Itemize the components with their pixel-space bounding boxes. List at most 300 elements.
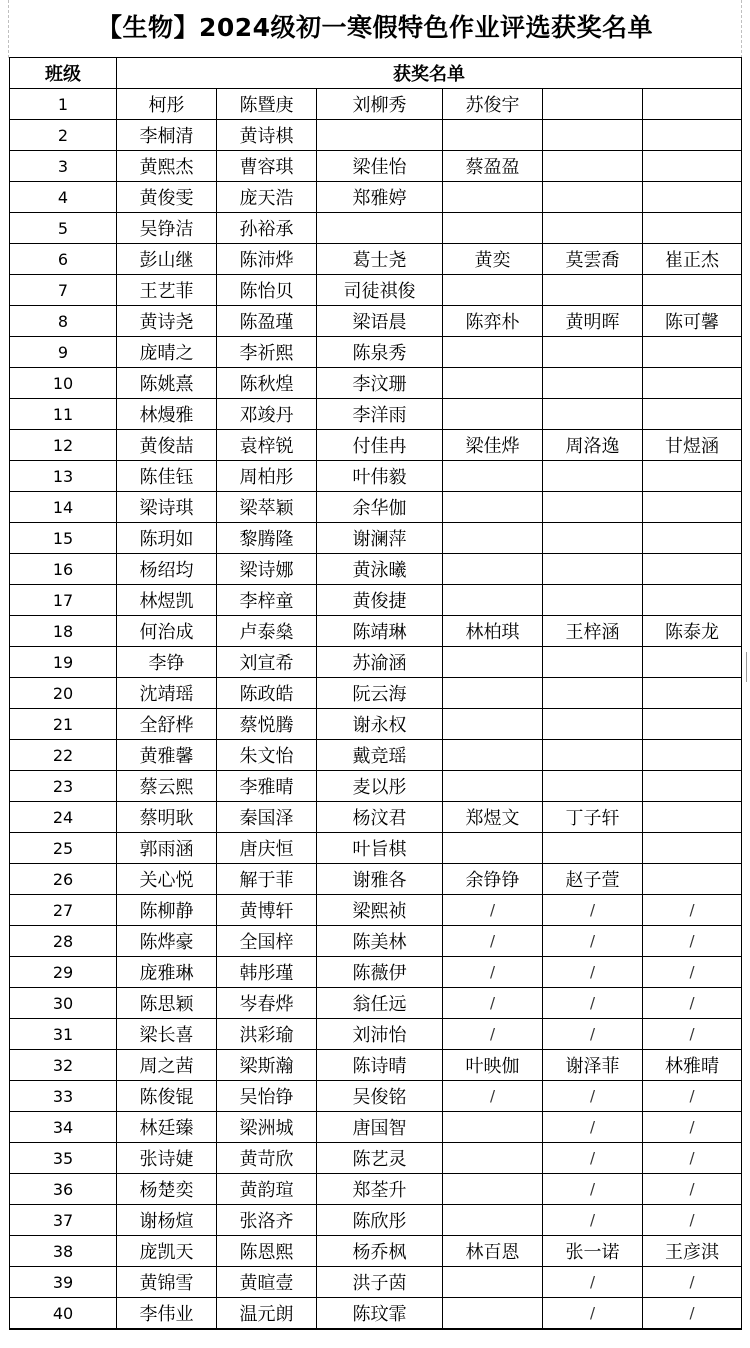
winner-name: 李铮 xyxy=(117,647,217,678)
class-number: 33 xyxy=(10,1081,117,1112)
winner-name: 岑春烨 xyxy=(217,988,317,1019)
table-row xyxy=(10,182,742,213)
table-row xyxy=(10,337,742,368)
winner-name: 郑雅婷 xyxy=(317,182,443,213)
class-number: 22 xyxy=(10,740,117,771)
winner-name: 梁诗琪 xyxy=(117,492,217,523)
winner-name xyxy=(543,492,643,523)
winner-name: 丁子轩 xyxy=(543,802,643,833)
table-row xyxy=(10,678,742,709)
empty-slash-cell: / xyxy=(543,1205,643,1236)
class-number: 2 xyxy=(10,120,117,151)
class-number: 23 xyxy=(10,771,117,802)
winner-name: 郑煜文 xyxy=(443,802,543,833)
winner-name: 李伟业 xyxy=(117,1298,217,1330)
winner-name xyxy=(643,182,742,213)
table-row xyxy=(10,585,742,616)
winner-name: 陈秋煌 xyxy=(217,368,317,399)
table-row xyxy=(10,1081,742,1112)
winner-name: 郭雨涵 xyxy=(117,833,217,864)
class-number: 16 xyxy=(10,554,117,585)
empty-slash-cell: / xyxy=(643,1019,742,1050)
winner-name: 黄俊雯 xyxy=(117,182,217,213)
winner-name: 黄明晖 xyxy=(543,306,643,337)
empty-slash-cell: / xyxy=(643,926,742,957)
class-number: 5 xyxy=(10,213,117,244)
winner-name: 邓竣丹 xyxy=(217,399,317,430)
winner-name xyxy=(543,182,643,213)
winner-name: 刘宣希 xyxy=(217,647,317,678)
winner-name: 谢澜萍 xyxy=(317,523,443,554)
winner-name: 陈姚熹 xyxy=(117,368,217,399)
winner-name: 崔正杰 xyxy=(643,244,742,275)
winner-name: 唐庆恒 xyxy=(217,833,317,864)
winner-name xyxy=(543,461,643,492)
winner-name xyxy=(643,213,742,244)
winner-name: 黄苛欣 xyxy=(217,1143,317,1174)
winner-name xyxy=(443,492,543,523)
winner-name: 蔡盈盈 xyxy=(443,151,543,182)
winner-name: 庞雅琳 xyxy=(117,957,217,988)
winner-name xyxy=(643,523,742,554)
winner-name: 秦国泽 xyxy=(217,802,317,833)
class-number: 10 xyxy=(10,368,117,399)
winner-name xyxy=(543,120,643,151)
winner-name: 陈烨豪 xyxy=(117,926,217,957)
winner-name: 梁语晨 xyxy=(317,306,443,337)
winner-name: 周洛逸 xyxy=(543,430,643,461)
winner-name xyxy=(543,523,643,554)
winner-name: 林廷臻 xyxy=(117,1112,217,1143)
winner-name: 杨汶君 xyxy=(317,802,443,833)
winner-name xyxy=(643,399,742,430)
winner-name: 郑荃升 xyxy=(317,1174,443,1205)
table-row xyxy=(10,275,742,306)
table-row xyxy=(10,926,742,957)
empty-slash-cell: / xyxy=(543,1267,643,1298)
table-row xyxy=(10,1019,742,1050)
winner-name: 翁任远 xyxy=(317,988,443,1019)
winner-name: 谢泽菲 xyxy=(543,1050,643,1081)
winner-name xyxy=(643,89,742,120)
winner-name: 麦以彤 xyxy=(317,771,443,802)
winner-name: 吴铮洁 xyxy=(117,213,217,244)
winner-name xyxy=(643,337,742,368)
winner-name: 蔡云熙 xyxy=(117,771,217,802)
winner-name: 杨乔枫 xyxy=(317,1236,443,1267)
winner-name: 梁萃颖 xyxy=(217,492,317,523)
table-row xyxy=(10,740,742,771)
winner-name xyxy=(543,89,643,120)
class-number: 4 xyxy=(10,182,117,213)
winner-name xyxy=(643,802,742,833)
empty-slash-cell: / xyxy=(643,957,742,988)
winner-name: 林雅晴 xyxy=(643,1050,742,1081)
winner-name: 余铮铮 xyxy=(443,864,543,895)
winner-name: 陈诗晴 xyxy=(317,1050,443,1081)
winner-name: 杨楚奕 xyxy=(117,1174,217,1205)
names-header: 获奖名单 xyxy=(117,58,742,89)
winner-name: 何治成 xyxy=(117,616,217,647)
winner-name xyxy=(543,771,643,802)
winner-name: 林熳雅 xyxy=(117,399,217,430)
winner-name xyxy=(643,647,742,678)
winner-name: 黄诗棋 xyxy=(217,120,317,151)
winner-name xyxy=(443,1112,543,1143)
winner-name xyxy=(643,368,742,399)
winner-name xyxy=(643,833,742,864)
winner-name: 梁熙祯 xyxy=(317,895,443,926)
class-number: 35 xyxy=(10,1143,117,1174)
winner-name xyxy=(443,771,543,802)
winner-name: 黄雅馨 xyxy=(117,740,217,771)
winner-name: 梁佳烨 xyxy=(443,430,543,461)
winner-name: 蔡悦腾 xyxy=(217,709,317,740)
winner-name: 陈俊锟 xyxy=(117,1081,217,1112)
winner-name xyxy=(443,182,543,213)
winner-name: 林柏琪 xyxy=(443,616,543,647)
winner-name xyxy=(317,120,443,151)
class-number: 25 xyxy=(10,833,117,864)
winner-name xyxy=(643,275,742,306)
winner-name: 陈沛烨 xyxy=(217,244,317,275)
table-row xyxy=(10,616,742,647)
winner-name: 王梓涵 xyxy=(543,616,643,647)
table-row xyxy=(10,895,742,926)
empty-slash-cell: / xyxy=(443,895,543,926)
winner-name xyxy=(543,368,643,399)
winner-name: 梁长喜 xyxy=(117,1019,217,1050)
class-number: 40 xyxy=(10,1298,117,1330)
empty-slash-cell: / xyxy=(543,1112,643,1143)
award-table xyxy=(9,57,742,1330)
winner-name xyxy=(443,461,543,492)
winner-name xyxy=(643,151,742,182)
winner-name xyxy=(443,120,543,151)
winner-name: 关心悦 xyxy=(117,864,217,895)
winner-name xyxy=(443,678,543,709)
class-number: 28 xyxy=(10,926,117,957)
class-number: 12 xyxy=(10,430,117,461)
empty-slash-cell: / xyxy=(443,926,543,957)
winner-name: 梁诗娜 xyxy=(217,554,317,585)
winner-name: 陈怡贝 xyxy=(217,275,317,306)
winner-name: 黄暄壹 xyxy=(217,1267,317,1298)
winner-name: 黎腾隆 xyxy=(217,523,317,554)
page-title: 【生物】2024级初一寒假特色作业评选获奖名单 xyxy=(96,13,654,42)
empty-slash-cell: / xyxy=(543,1081,643,1112)
winner-name: 陈玟霏 xyxy=(317,1298,443,1330)
winner-name: 陈薇伊 xyxy=(317,957,443,988)
winner-name: 洪子茵 xyxy=(317,1267,443,1298)
winner-name: 苏俊宇 xyxy=(443,89,543,120)
winner-name: 黄俊捷 xyxy=(317,585,443,616)
empty-slash-cell: / xyxy=(543,926,643,957)
winner-name: 沈靖瑶 xyxy=(117,678,217,709)
winner-name: 蔡明耿 xyxy=(117,802,217,833)
table-row xyxy=(10,151,742,182)
winner-name: 庞凯天 xyxy=(117,1236,217,1267)
class-number: 3 xyxy=(10,151,117,182)
table-row xyxy=(10,1050,742,1081)
winner-name: 李祈熙 xyxy=(217,337,317,368)
class-number: 13 xyxy=(10,461,117,492)
winner-name: 梁斯瀚 xyxy=(217,1050,317,1081)
winner-name: 朱文怡 xyxy=(217,740,317,771)
winner-name: 赵子萱 xyxy=(543,864,643,895)
winner-name xyxy=(543,833,643,864)
class-number: 17 xyxy=(10,585,117,616)
winner-name: 叶旨棋 xyxy=(317,833,443,864)
winner-name: 黄俊喆 xyxy=(117,430,217,461)
winner-name: 周柏彤 xyxy=(217,461,317,492)
winner-name xyxy=(543,337,643,368)
empty-slash-cell: / xyxy=(443,988,543,1019)
empty-slash-cell: / xyxy=(643,1174,742,1205)
winner-name: 洪彩瑜 xyxy=(217,1019,317,1050)
winner-name: 陈弈朴 xyxy=(443,306,543,337)
winner-name: 杨绍均 xyxy=(117,554,217,585)
table-row xyxy=(10,461,742,492)
winner-name: 解于菲 xyxy=(217,864,317,895)
table-row xyxy=(10,833,742,864)
winner-name: 陈欣彤 xyxy=(317,1205,443,1236)
winner-name xyxy=(643,864,742,895)
class-number: 29 xyxy=(10,957,117,988)
empty-slash-cell: / xyxy=(643,895,742,926)
class-number: 8 xyxy=(10,306,117,337)
class-number: 31 xyxy=(10,1019,117,1050)
winner-name xyxy=(443,647,543,678)
winner-name: 戴竞瑶 xyxy=(317,740,443,771)
winner-name: 谢永权 xyxy=(317,709,443,740)
empty-slash-cell: / xyxy=(543,895,643,926)
winner-name: 陈盈瑾 xyxy=(217,306,317,337)
winner-name xyxy=(443,399,543,430)
winner-name xyxy=(643,740,742,771)
winner-name xyxy=(543,585,643,616)
empty-slash-cell: / xyxy=(643,1267,742,1298)
table-row xyxy=(10,213,742,244)
empty-slash-cell: / xyxy=(443,957,543,988)
winner-name: 李梓童 xyxy=(217,585,317,616)
class-number: 26 xyxy=(10,864,117,895)
winner-name: 柯彤 xyxy=(117,89,217,120)
winner-name: 陈艺灵 xyxy=(317,1143,443,1174)
winner-name: 张洛齐 xyxy=(217,1205,317,1236)
winner-name: 陈佳钰 xyxy=(117,461,217,492)
winner-name: 刘柳秀 xyxy=(317,89,443,120)
table-body xyxy=(10,89,742,1330)
table-row xyxy=(10,399,742,430)
winner-name: 莫雲喬 xyxy=(543,244,643,275)
winner-name: 王彦淇 xyxy=(643,1236,742,1267)
class-number: 39 xyxy=(10,1267,117,1298)
winner-name: 甘煜涵 xyxy=(643,430,742,461)
winner-name xyxy=(643,461,742,492)
winner-name xyxy=(443,1205,543,1236)
winner-name xyxy=(443,368,543,399)
class-number: 15 xyxy=(10,523,117,554)
class-number: 30 xyxy=(10,988,117,1019)
winner-name xyxy=(643,492,742,523)
winner-name: 陈泰龙 xyxy=(643,616,742,647)
winner-name: 阮云海 xyxy=(317,678,443,709)
winner-name xyxy=(643,771,742,802)
empty-slash-cell: / xyxy=(543,1298,643,1330)
winner-name xyxy=(443,833,543,864)
winner-name: 黄韵瑄 xyxy=(217,1174,317,1205)
winner-name xyxy=(443,213,543,244)
winner-name: 陈美林 xyxy=(317,926,443,957)
class-number: 19 xyxy=(10,647,117,678)
winner-name: 余华伽 xyxy=(317,492,443,523)
empty-slash-cell: / xyxy=(543,1143,643,1174)
table-row xyxy=(10,1236,742,1267)
winner-name: 陈靖琳 xyxy=(317,616,443,647)
winner-name: 刘沛怡 xyxy=(317,1019,443,1050)
winner-name xyxy=(443,1174,543,1205)
class-number: 37 xyxy=(10,1205,117,1236)
winner-name: 葛士尧 xyxy=(317,244,443,275)
class-number: 11 xyxy=(10,399,117,430)
winner-name: 吴俊铭 xyxy=(317,1081,443,1112)
class-header: 班级 xyxy=(10,58,117,89)
empty-slash-cell: / xyxy=(543,1019,643,1050)
table-row xyxy=(10,1267,742,1298)
table-row xyxy=(10,1205,742,1236)
table-row xyxy=(10,1174,742,1205)
winner-name: 吴怡铮 xyxy=(217,1081,317,1112)
empty-slash-cell: / xyxy=(543,1174,643,1205)
table-row xyxy=(10,771,742,802)
table-row xyxy=(10,368,742,399)
class-number: 24 xyxy=(10,802,117,833)
winner-name xyxy=(317,213,443,244)
winner-name xyxy=(643,709,742,740)
class-number: 14 xyxy=(10,492,117,523)
winner-name xyxy=(443,1267,543,1298)
winner-name: 全舒桦 xyxy=(117,709,217,740)
empty-slash-cell: / xyxy=(643,1112,742,1143)
table-row xyxy=(10,647,742,678)
side-tick xyxy=(746,652,747,682)
class-number: 1 xyxy=(10,89,117,120)
winner-name xyxy=(643,585,742,616)
winner-name: 李汶珊 xyxy=(317,368,443,399)
winner-name xyxy=(443,554,543,585)
class-number: 21 xyxy=(10,709,117,740)
winner-name: 陈玥如 xyxy=(117,523,217,554)
winner-name: 张一诺 xyxy=(543,1236,643,1267)
winner-name: 庞晴之 xyxy=(117,337,217,368)
table-row xyxy=(10,120,742,151)
winner-name xyxy=(543,709,643,740)
table-row xyxy=(10,802,742,833)
winner-name: 孙裕承 xyxy=(217,213,317,244)
winner-name xyxy=(543,151,643,182)
class-number: 18 xyxy=(10,616,117,647)
winner-name: 黄诗尧 xyxy=(117,306,217,337)
winner-name: 陈泉秀 xyxy=(317,337,443,368)
winner-name: 黄熙杰 xyxy=(117,151,217,182)
class-number: 6 xyxy=(10,244,117,275)
winner-name: 庞天浩 xyxy=(217,182,317,213)
header-row xyxy=(10,58,742,89)
winner-name: 袁梓锐 xyxy=(217,430,317,461)
winner-name: 叶伟毅 xyxy=(317,461,443,492)
winner-name: 陈可馨 xyxy=(643,306,742,337)
winner-name: 唐国智 xyxy=(317,1112,443,1143)
winner-name: 曹容琪 xyxy=(217,151,317,182)
winner-name: 王艺菲 xyxy=(117,275,217,306)
winner-name: 张诗婕 xyxy=(117,1143,217,1174)
winner-name: 黄博轩 xyxy=(217,895,317,926)
winner-name: 全国梓 xyxy=(217,926,317,957)
winner-name: 卢泰燊 xyxy=(217,616,317,647)
winner-name: 李雅晴 xyxy=(217,771,317,802)
table-row xyxy=(10,709,742,740)
empty-slash-cell: / xyxy=(443,1019,543,1050)
empty-slash-cell: / xyxy=(443,1081,543,1112)
winner-name: 李桐清 xyxy=(117,120,217,151)
winner-name xyxy=(443,1298,543,1330)
winner-name xyxy=(543,678,643,709)
winner-name xyxy=(443,1143,543,1174)
class-number: 27 xyxy=(10,895,117,926)
class-number: 20 xyxy=(10,678,117,709)
winner-name xyxy=(643,554,742,585)
winner-name: 陈暨庚 xyxy=(217,89,317,120)
winner-name xyxy=(443,275,543,306)
empty-slash-cell: / xyxy=(643,1081,742,1112)
class-number: 7 xyxy=(10,275,117,306)
winner-name: 谢雅各 xyxy=(317,864,443,895)
empty-slash-cell: / xyxy=(543,988,643,1019)
empty-slash-cell: / xyxy=(643,1298,742,1330)
table-row xyxy=(10,1112,742,1143)
empty-slash-cell: / xyxy=(543,957,643,988)
winner-name xyxy=(443,740,543,771)
winner-name: 韩彤瑾 xyxy=(217,957,317,988)
table-row xyxy=(10,957,742,988)
winner-name: 付佳冉 xyxy=(317,430,443,461)
class-number: 36 xyxy=(10,1174,117,1205)
empty-slash-cell: / xyxy=(643,988,742,1019)
winner-name: 李洋雨 xyxy=(317,399,443,430)
winner-name: 谢杨煊 xyxy=(117,1205,217,1236)
winner-name: 黄泳曦 xyxy=(317,554,443,585)
table-row xyxy=(10,306,742,337)
winner-name xyxy=(543,275,643,306)
winner-name: 黄锦雪 xyxy=(117,1267,217,1298)
class-number: 32 xyxy=(10,1050,117,1081)
winner-name: 林百恩 xyxy=(443,1236,543,1267)
winner-name: 苏渝涵 xyxy=(317,647,443,678)
table-row xyxy=(10,430,742,461)
winner-name: 司徒祺俊 xyxy=(317,275,443,306)
winner-name xyxy=(643,678,742,709)
class-number: 9 xyxy=(10,337,117,368)
winner-name: 彭山继 xyxy=(117,244,217,275)
table-row xyxy=(10,864,742,895)
table-row xyxy=(10,523,742,554)
winner-name xyxy=(443,523,543,554)
class-number: 34 xyxy=(10,1112,117,1143)
winner-name xyxy=(443,709,543,740)
winner-name: 周之茜 xyxy=(117,1050,217,1081)
class-number: 38 xyxy=(10,1236,117,1267)
